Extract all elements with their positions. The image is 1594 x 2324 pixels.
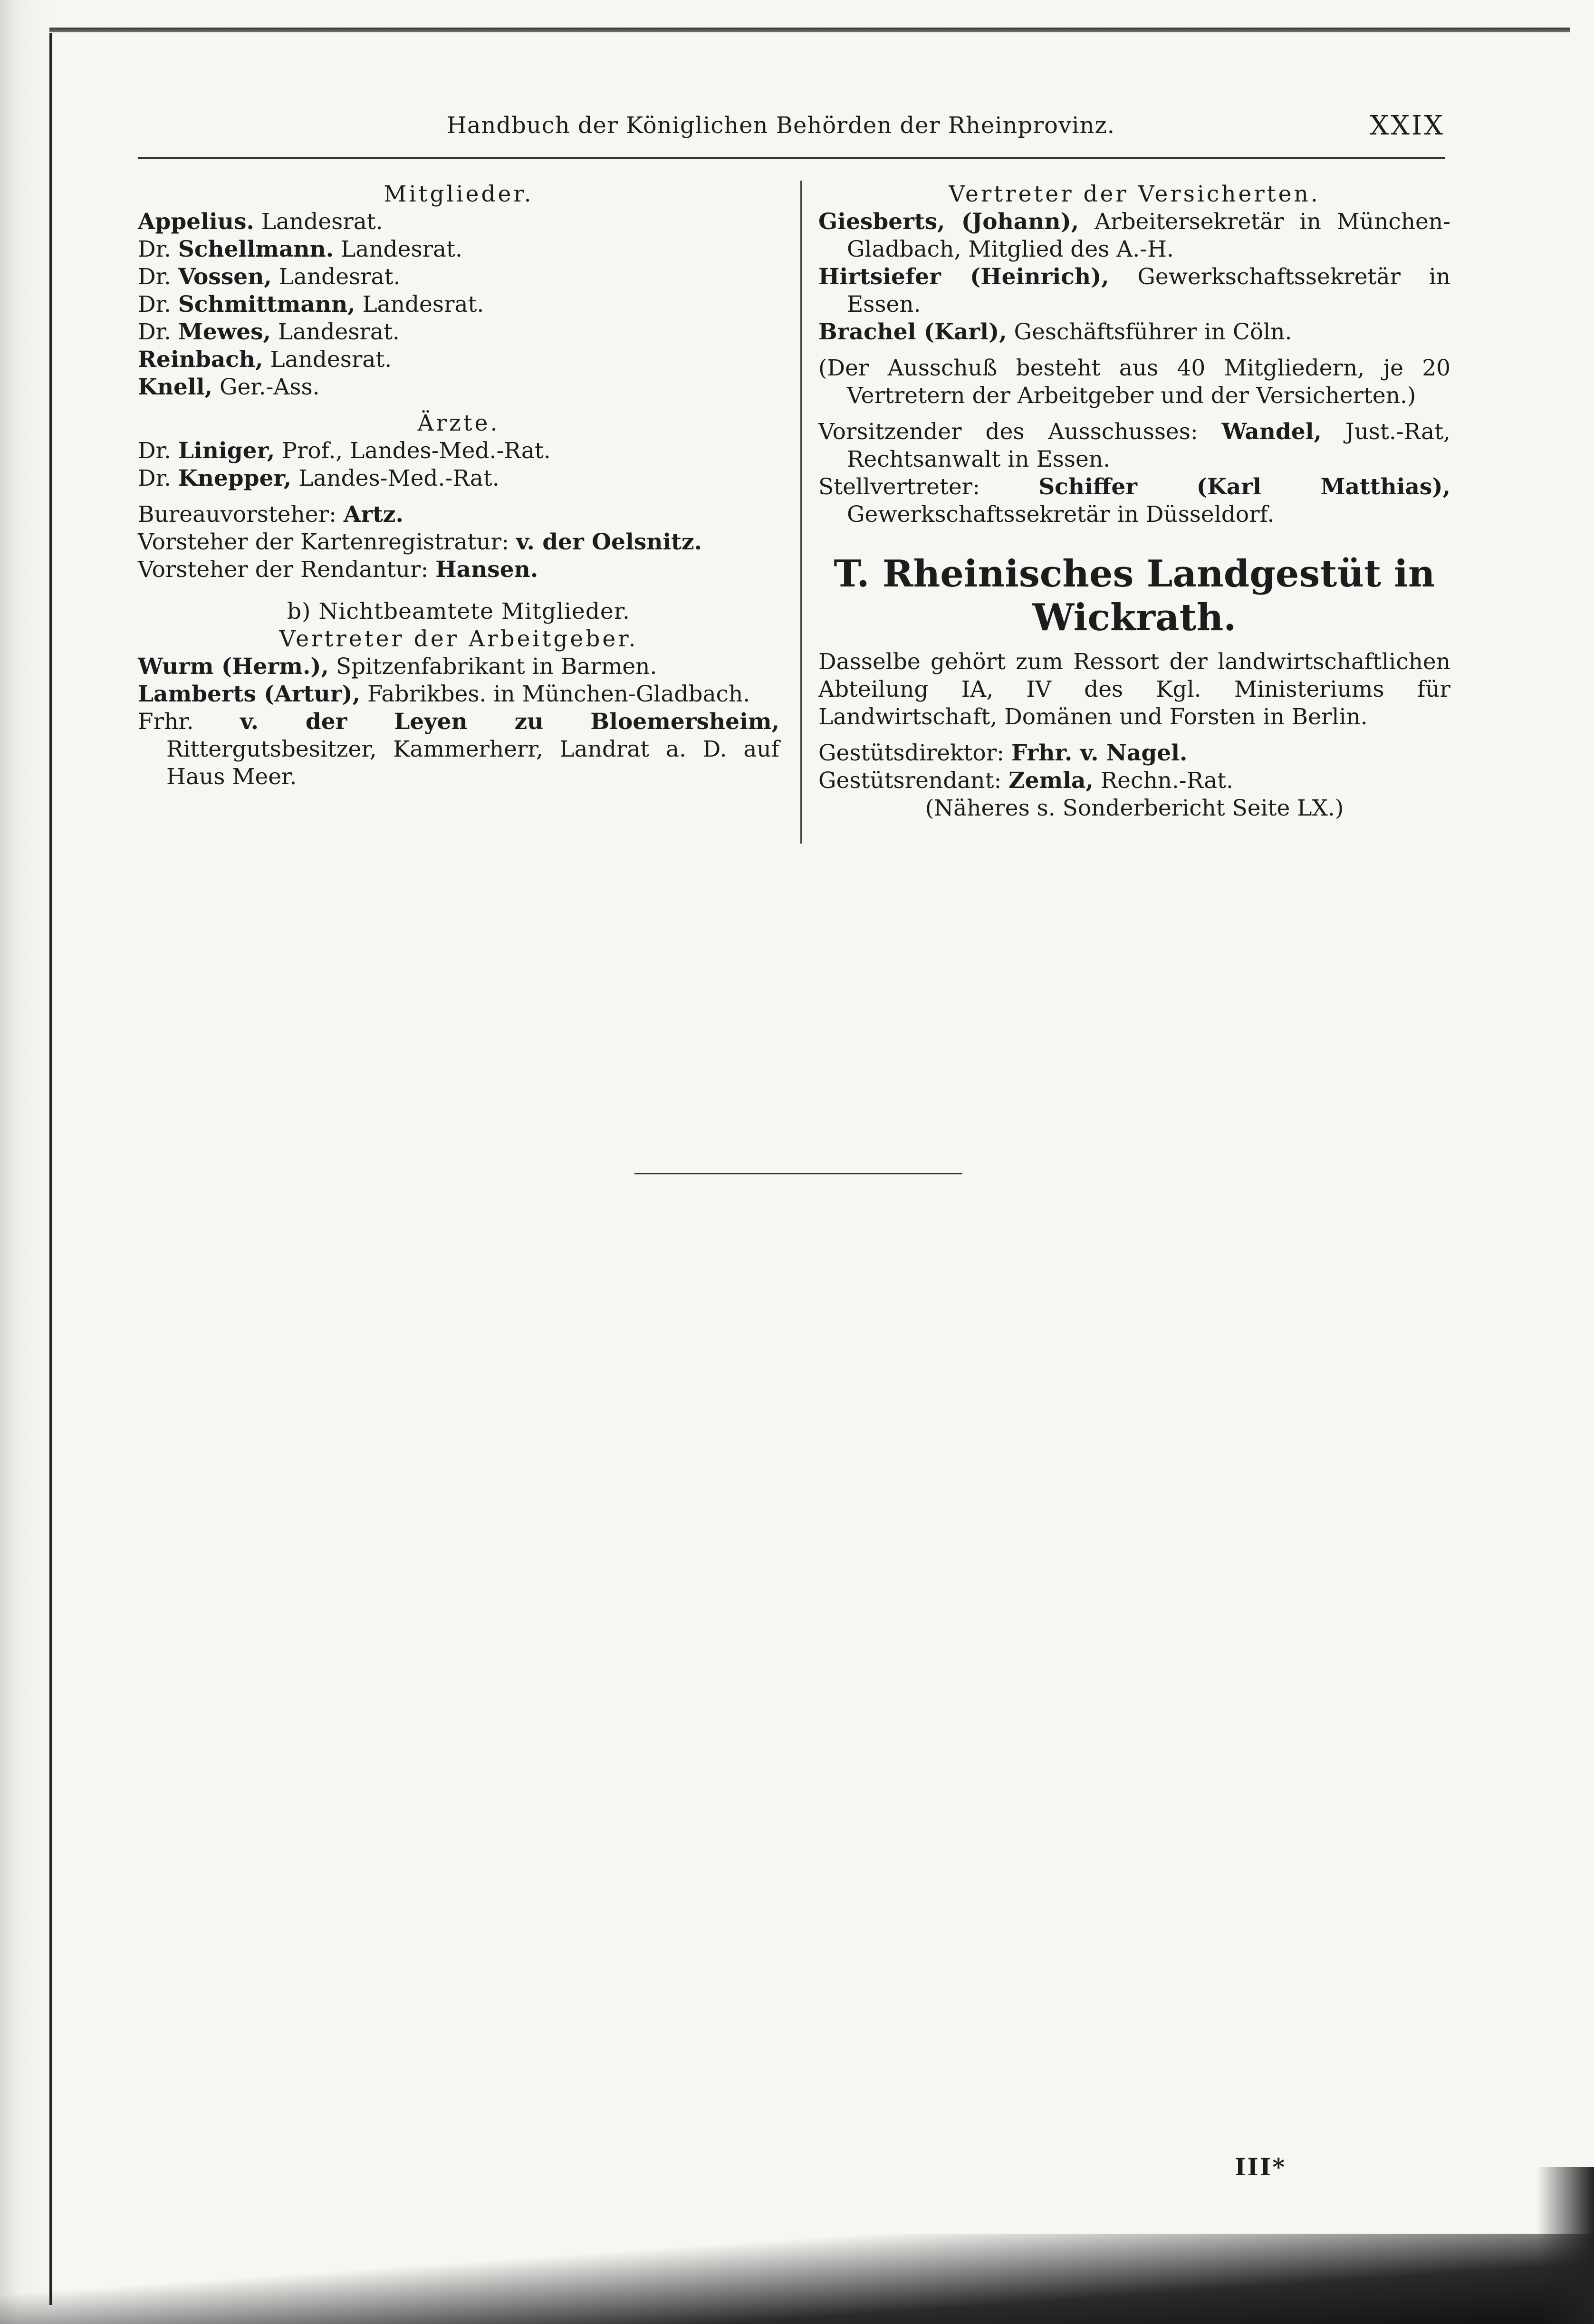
list-item: Knell, Ger.-Ass.	[138, 374, 320, 400]
scan-corner-shadow	[1537, 2167, 1594, 2324]
section-end-rule	[634, 1173, 962, 1174]
list-item: Lamberts (Artur), Fabrikbes. in München-Gladbach.	[138, 681, 750, 707]
list-item: Brachel (Karl), Geschäftsführer in Cöln.	[818, 319, 1292, 345]
gestuetsdirektor: Gestütsdirektor: Frhr. v. Nagel.	[818, 740, 1188, 766]
rendantur-vorsteher: Vorsteher der Rendantur: Hansen.	[138, 557, 538, 583]
nichtbeamtete-heading: b) Nichtbeamtete Mitglieder.	[287, 598, 630, 624]
ressort-text: Dasselbe gehört zum Ressort der landwirtschaftlichen Abteilung IA, IV des Kgl. Ministeriums für Landwirtschaft, Domänen und Forsten in Berlin.	[818, 649, 1450, 730]
header-rule	[138, 157, 1445, 159]
bureauvorsteher: Bureauvorsteher: Artz.	[138, 501, 403, 528]
list-item: Dr. Schmittmann, Landesrat.	[138, 291, 484, 317]
scan-edge-left	[0, 0, 52, 2324]
left-column	[138, 181, 779, 791]
scan-bottom-shadow	[0, 2234, 1594, 2324]
page-number: XXIX	[1370, 110, 1445, 141]
list-item: Dr. Schellmann. Landesrat.	[138, 236, 462, 262]
gestuetsrendant: Gestütsrendant: Zemla, Rechn.-Rat.	[818, 768, 1233, 794]
list-item: Giesberts, (Johann), Arbeitersekretär in München-Gladbach, Mitglied des A.-H.	[818, 209, 1450, 262]
kartenregistratur-vorsteher: Vorsteher der Kartenregistratur: v. der Oelsnitz.	[138, 529, 702, 555]
scan-top-line	[49, 28, 1570, 32]
scan-spine-line	[49, 33, 52, 2305]
section-title: T. Rheinisches Landgestüt in Wickrath.	[834, 552, 1435, 639]
sheet-mark: III*	[1235, 2153, 1287, 2181]
list-item: Dr. Mewes, Landesrat.	[138, 319, 400, 345]
right-column	[818, 181, 1450, 822]
ausschuss-note: (Der Ausschuß besteht aus 40 Mitgliedern, je 20 Vertretern der Arbeitgeber und der Versicherten.)	[818, 355, 1450, 409]
versicherte-heading: Vertreter der Versicherten.	[949, 181, 1320, 207]
list-item: Reinbach, Landesrat.	[138, 346, 392, 373]
list-item: Frhr. v. der Leyen zu Bloemersheim, Rittergutsbesitzer, Kammerherr, Landrat a. D. auf Haus Meer.	[138, 709, 779, 790]
mitglieder-heading: Mitglieder.	[384, 181, 534, 207]
list-item: Dr. Vossen, Landesrat.	[138, 264, 401, 290]
page-header	[138, 107, 1445, 150]
vorsitzender: Vorsitzender des Ausschusses: Wandel, Just.-Rat, Rechtsanwalt in Essen.	[818, 419, 1450, 472]
list-item: Dr. Liniger, Prof., Landes-Med.-Rat.	[138, 438, 551, 464]
stellvertreter: Stellvertreter: Schiffer (Karl Matthias), Gewerkschaftssekretär in Düsseldorf.	[818, 474, 1450, 528]
list-item: Wurm (Herm.), Spitzenfabrikant in Barmen.	[138, 653, 657, 680]
naeheres-note: (Näheres s. Sonderbericht Seite LX.)	[925, 795, 1344, 821]
column-divider	[800, 181, 802, 844]
list-item: Dr. Knepper, Landes-Med.-Rat.	[138, 465, 499, 491]
running-title: Handbuch der Königlichen Behörden der Rheinprovinz.	[447, 112, 1115, 139]
arbeitgeber-heading: Vertreter der Arbeitgeber.	[279, 626, 638, 652]
aerzte-heading: Ärzte.	[417, 410, 500, 436]
list-item: Hirtsiefer (Heinrich), Gewerkschaftssekretär in Essen.	[818, 264, 1450, 317]
list-item: Appelius. Landesrat.	[138, 209, 383, 235]
